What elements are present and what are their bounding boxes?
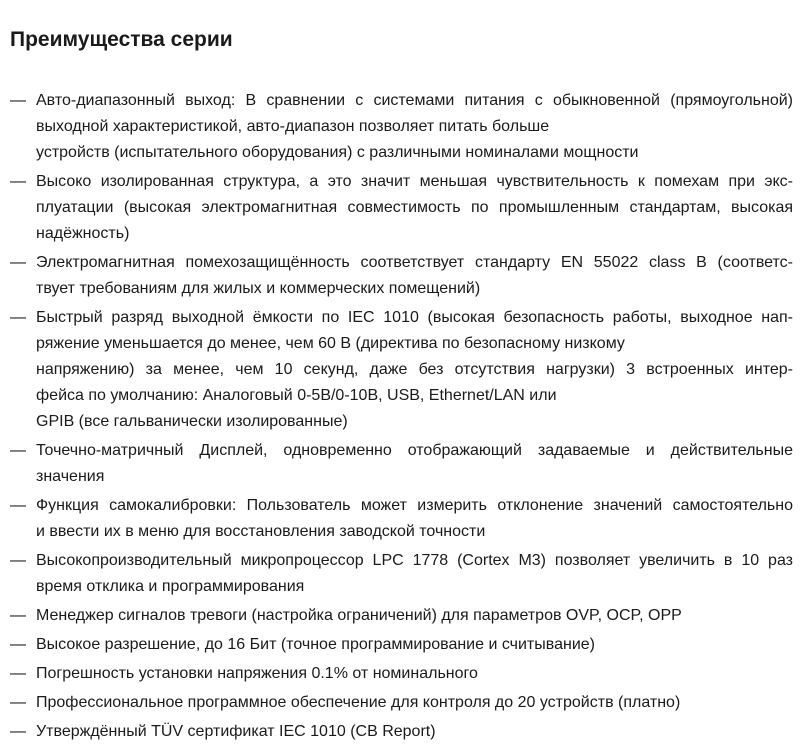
list-item (10, 169, 793, 247)
section-title: Преимущества серии (10, 28, 233, 51)
list-item (10, 250, 793, 302)
list-item-text-line: Высоко изолированная структура, а это значит меньшая чувствительность к помехам при экс- (36, 173, 793, 190)
list-item (10, 690, 793, 716)
bullet-dash: — (10, 254, 26, 271)
list-item-text-line: время отклика и программирования (36, 578, 305, 595)
list-item-text-line: фейса по умолчанию: Аналоговый 0-5В/0-10В, USB, Ethernet/LAN или (36, 387, 557, 404)
list-item (10, 438, 793, 490)
bullet-dash: — (10, 497, 26, 514)
bullet-dash: — (10, 607, 26, 624)
bullet-dash: — (10, 173, 26, 190)
list-item-text-line: напряжению) за менее, чем 10 секунд, даже без отсутствия нагрузки) 3 встроенных интер- (36, 361, 793, 378)
list-item-text-line: устройств (испытательного оборудования) с различными номиналами мощности (36, 144, 639, 161)
list-item-text-line: и ввести их в меню для восстановления заводской точности (36, 523, 486, 540)
list-item-text-line: Утверждённый TÜV сертификат IEC 1010 (CB Report) (36, 723, 436, 740)
list-item-text-line: Погрешность установки напряжения 0.1% от номинального (36, 665, 478, 682)
bullet-dash: — (10, 309, 26, 326)
list-item-text-line: Функция самокалибровки: Пользователь может измерить отклонение значений самостоятельно (36, 497, 793, 514)
list-item-text-line: Электромагнитная помехозащищённость соответствует стандарту EN 55022 class B (соответс- (36, 254, 793, 271)
list-item (10, 719, 793, 745)
list-item-text-line: выходной характеристикой, авто-диапазон позволяет питать больше (36, 118, 550, 135)
bullet-dash: — (10, 665, 26, 682)
list-item-text-line: надёжность) (36, 225, 130, 242)
list-item (10, 305, 793, 435)
list-item (10, 88, 793, 166)
list-item-text-line: Высокопроизводительный микропроцессор LPC 1778 (Cortex M3) позволяет увеличить в 10 раз (36, 552, 793, 569)
list-item (10, 548, 793, 600)
advantages-list (10, 88, 793, 745)
list-item-text-line: GPIB (все гальванически изолированные) (36, 413, 348, 430)
list-item-text-line: плуатации (высокая электромагнитная совместимость по промышленным стандартам, высокая (36, 199, 793, 216)
bullet-dash: — (10, 442, 26, 459)
list-item (10, 493, 793, 545)
list-item (10, 603, 793, 629)
list-item-text-line: ряжение уменьшается до менее, чем 60 В (директива по безопасному низкому (36, 335, 625, 352)
bullet-dash: — (10, 552, 26, 569)
list-item-text-line: Быстрый разряд выходной ёмкости по IEC 1010 (высокая безопасность работы, выходное нап- (36, 309, 793, 326)
bullet-dash: — (10, 694, 26, 711)
list-item-text-line: Авто-диапазонный выход: В сравнении с системами питания с обыкновенной (прямоугольной) (36, 92, 793, 109)
list-item-text-line: Высокое разрешение, до 16 Бит (точное программирование и считывание) (36, 636, 595, 653)
list-item (10, 632, 793, 658)
list-item-text-line: значения (36, 468, 105, 485)
list-item (10, 661, 793, 687)
list-item-text-line: Менеджер сигналов тревоги (настройка ограничений) для параметров OVP, OCP, OPP (36, 607, 682, 624)
list-item-text-line: твует требованиям для жилых и коммерческих помещений) (36, 280, 481, 297)
list-item-text-line: Точечно-матричный Дисплей, одновременно отображающий задаваемые и действительные (36, 442, 793, 459)
bullet-dash: — (10, 636, 26, 653)
list-item-text-line: Профессиональное программное обеспечение для контроля до 20 устройств (платно) (36, 694, 681, 711)
bullet-dash: — (10, 92, 26, 109)
bullet-dash: — (10, 723, 26, 740)
